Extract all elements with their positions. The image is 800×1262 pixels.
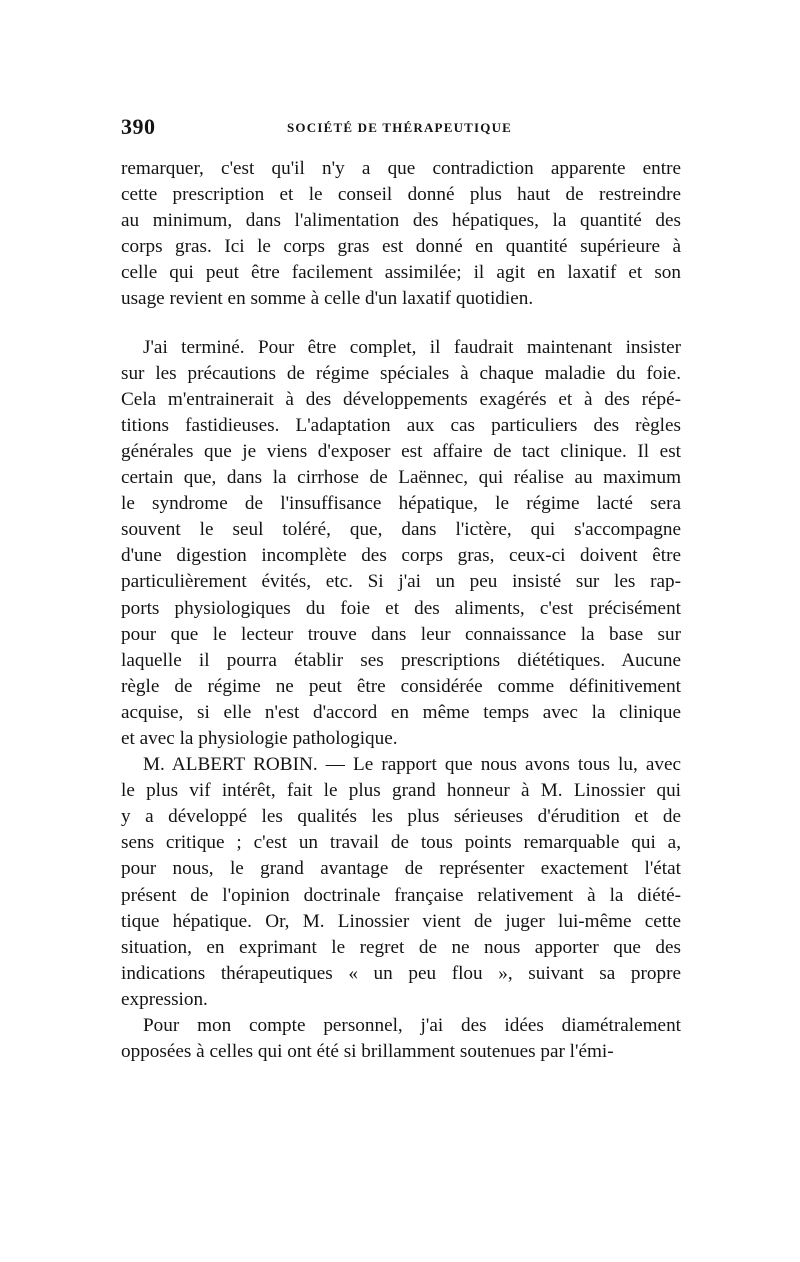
body-text xyxy=(121,156,681,1065)
text-line: tique hépatique. Or, M. Linossier vient de juger lui-même cette xyxy=(121,910,681,932)
text-line: J'ai terminé. Pour être complet, il faudrait maintenant insister xyxy=(143,336,681,358)
paragraph xyxy=(121,335,681,753)
paragraph xyxy=(121,1013,681,1065)
text-line: M. ALBERT ROBIN. — Le rapport que nous avons tous lu, avec xyxy=(143,754,681,776)
text-line: situation, en exprimant le regret de ne nous apporter que des xyxy=(121,936,681,958)
text-line: indications thérapeutiques « un peu flou », suivant sa propre xyxy=(121,962,681,984)
text-line: corps gras. Ici le corps gras est donné en quantité supérieure à xyxy=(121,236,681,258)
text-line: expression. xyxy=(121,988,208,1010)
text-line: présent de l'opinion doctrinale française relativement à la diété- xyxy=(121,884,681,906)
text-line: certain que, dans la cirrhose de Laënnec, qui réalise au maximum xyxy=(121,467,681,489)
text-line: Pour mon compte personnel, j'ai des idées diamétralement xyxy=(143,1015,681,1036)
page-number: 390 xyxy=(121,114,156,139)
paragraph-gap xyxy=(121,313,681,335)
text-line: remarquer, c'est qu'il n'y a que contradiction apparente entre xyxy=(121,158,681,179)
text-line: générales que je viens d'exposer est affaire de tact clinique. Il est xyxy=(121,440,681,462)
text-line: pour que le lecteur trouve dans leur connaissance la base sur xyxy=(121,623,681,645)
paragraph xyxy=(121,156,681,313)
text-line: acquise, si elle n'est d'accord en même temps avec la clinique xyxy=(121,701,681,723)
text-line: cette prescription et le conseil donné plus haut de restreindre xyxy=(121,184,681,206)
text-line: usage revient en somme à celle d'un laxatif quotidien. xyxy=(121,288,534,310)
text-line: sens critique ; c'est un travail de tous points remarquable qui a, xyxy=(121,832,681,854)
text-line: au minimum, dans l'alimentation des hépatiques, la quantité des xyxy=(121,210,681,232)
text-line: y a développé les qualités les plus sérieuses d'érudition et de xyxy=(121,806,681,828)
text-line: le plus vif intérêt, fait le plus grand honneur à M. Linossier qui xyxy=(121,780,681,802)
text-line: ports physiologiques du foie et des aliments, c'est précisément xyxy=(121,597,681,619)
text-line: règle de régime ne peut être considérée comme définitivement xyxy=(121,675,681,697)
text-line: titions fastidieuses. L'adaptation aux cas particuliers des règles xyxy=(121,414,681,436)
text-line: celle qui peut être facilement assimilée; il agit en laxatif et son xyxy=(121,262,681,284)
text-line: sur les précautions de régime spéciales à chaque maladie du foie. xyxy=(121,362,681,384)
text-line: souvent le seul toléré, que, dans l'ictère, qui s'accompagne xyxy=(121,519,681,541)
paragraph xyxy=(121,752,681,1013)
text-line: laquelle il pourra établir ses prescriptions diététiques. Aucune xyxy=(121,649,681,671)
text-line: pour nous, le grand avantage de représenter exactement l'état xyxy=(121,858,681,880)
text-line: et avec la physiologie pathologique. xyxy=(121,727,398,749)
running-title: SOCIÉTÉ DE THÉRAPEUTIQUE xyxy=(287,120,513,135)
text-line: Cela m'entrainerait à des développements exagérés et à des répé- xyxy=(121,388,681,410)
text-line: particulièrement évités, etc. Si j'ai un peu insisté sur les rap- xyxy=(121,571,681,593)
text-line: d'une digestion incomplète des corps gras, ceux-ci doivent être xyxy=(121,545,681,567)
text-line: opposées à celles qui ont été si brillamment soutenues par l'émi- xyxy=(121,1041,614,1063)
page-header xyxy=(121,114,681,144)
text-line: le syndrome de l'insuffisance hépatique, le régime lacté sera xyxy=(121,493,681,515)
